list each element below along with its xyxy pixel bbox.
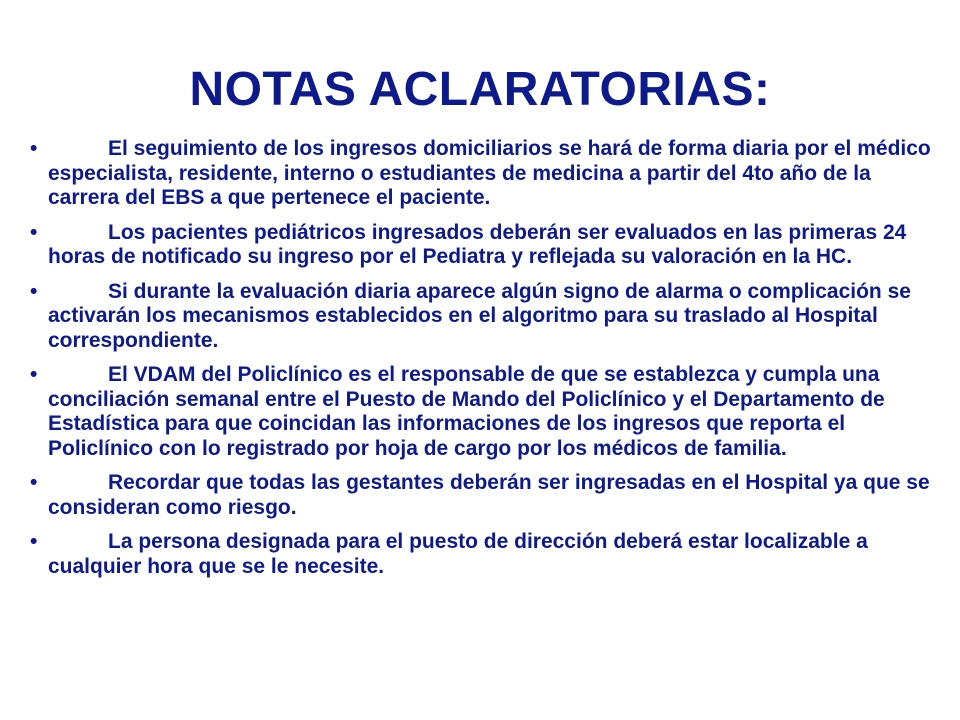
bullet-icon: • [30, 279, 38, 303]
note-text: Los pacientes pediátricos ingresados deberán ser evaluados en las primeras 24 horas de notificado su ingreso por el Pediatra y reflejada su valoración en la HC. [48, 220, 907, 268]
notes-list [30, 137, 940, 589]
note-item [30, 530, 940, 579]
bullet-icon: • [30, 220, 38, 244]
note-item [30, 137, 940, 211]
slide-title: NOTAS ACLARATORIAS: [189, 63, 771, 116]
bullet-icon: • [30, 363, 38, 386]
bullet-icon: • [30, 471, 38, 494]
note-item [30, 280, 940, 354]
bullet-icon: • [30, 137, 38, 160]
bullet-icon: • [30, 530, 38, 553]
note-text: El seguimiento de los ingresos domiciliarios se hará de forma diaria por el médico especialista, residente, interno o estudiantes de medicina a partir del 4to año de la carrera del EBS a que pertenece el paciente. [48, 137, 931, 209]
note-item [30, 471, 940, 520]
note-text: Si durante la evaluación diaria aparece algún signo de alarma o complicación se activarán los mecanismos establecidos en el algoritmo para su traslado al Hospital correspondiente. [48, 279, 911, 352]
note-text: El VDAM del Policlínico es el responsable de que se establezca y cumpla una conciliación semanal entre el Puesto de Mando del Policlínico y el Departamento de Estadística para que coincidan las informaciones de los ingresos que reporta el Policlínico con lo registrado por hoja de cargo por los médicos de familia. [48, 363, 885, 460]
note-item [30, 221, 940, 270]
note-text: Recordar que todas las gestantes deberán ser ingresadas en el Hospital ya que se consideran como riesgo. [48, 471, 930, 519]
note-item [30, 363, 940, 461]
note-text: La persona designada para el puesto de dirección deberá estar localizable a cualquier hora que se le necesite. [48, 530, 868, 578]
